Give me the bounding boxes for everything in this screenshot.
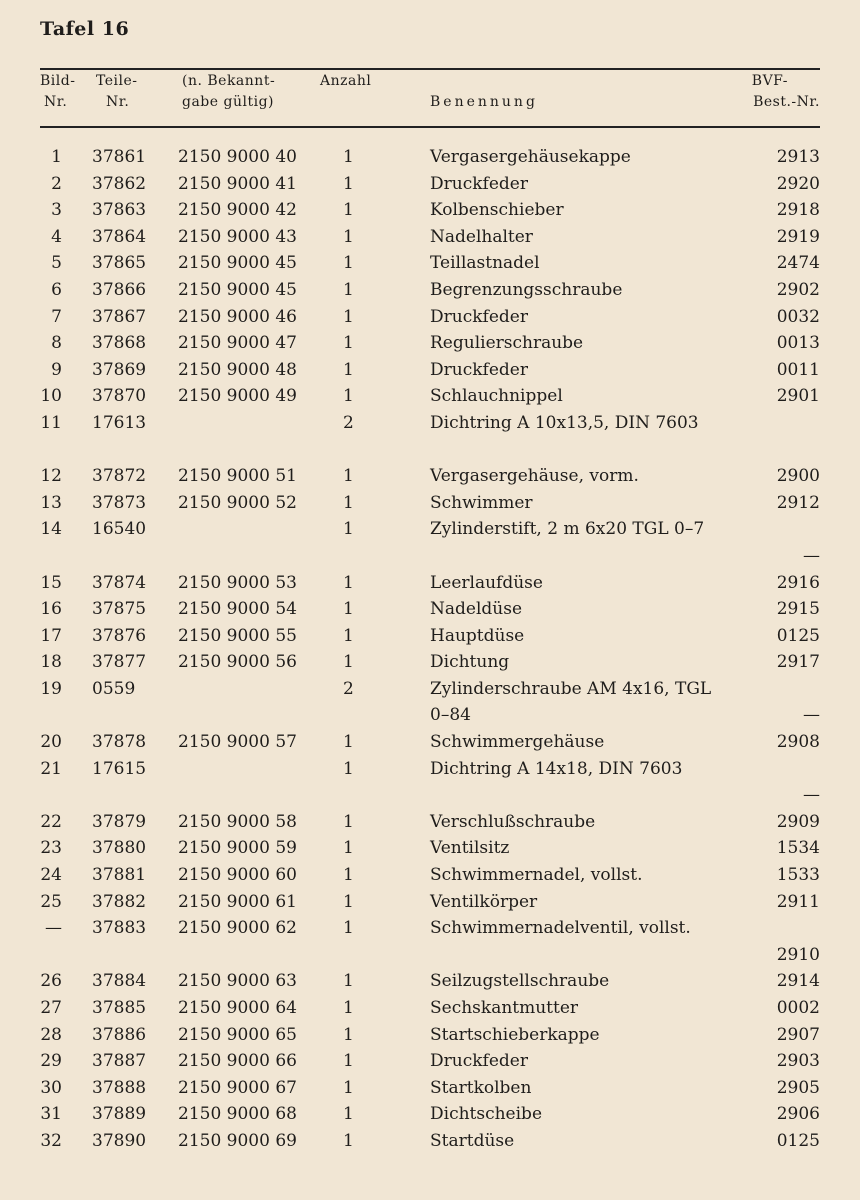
cell-bekanntgabe-nr: 2150 9000 42 <box>178 200 297 221</box>
cell-anzahl: 1 <box>343 865 354 886</box>
cell-teile-nr: 37886 <box>92 1024 147 1045</box>
cell-anzahl: 1 <box>343 333 354 354</box>
cell-anzahl: 1 <box>343 519 354 540</box>
cell-anzahl: 1 <box>343 359 354 380</box>
cell-benennung: Dichtscheibe <box>430 1104 543 1125</box>
table-row <box>0 357 860 384</box>
cell-teile-nr: 17613 <box>92 412 147 433</box>
cell-bvf-best-nr: 2905 <box>776 1077 820 1098</box>
cell-benennung: Zylinderschraube AM 4x16, TGL 0–84 <box>430 678 712 726</box>
page-title: Tafel 16 <box>40 18 130 40</box>
cell-bvf-best-nr: 0125 <box>776 625 820 646</box>
table-row <box>0 676 860 729</box>
cell-teile-nr: 37869 <box>92 359 147 380</box>
cell-bvf-best-nr: 0125 <box>776 1130 820 1151</box>
cell-anzahl: 1 <box>343 971 354 992</box>
header-teile-nr: Teile- Nr. <box>96 73 138 110</box>
cell-anzahl: 1 <box>343 732 354 753</box>
cell-anzahl: 1 <box>343 998 354 1018</box>
cell-bekanntgabe-nr: 2150 9000 46 <box>178 306 297 327</box>
cell-benennung: Seilzugstellschraube <box>430 971 610 992</box>
cell-benennung: Kolbenschieber <box>430 200 564 221</box>
cell-benennung: Schwimmergehäuse <box>430 732 605 753</box>
cell-bild-nr: 16 <box>40 599 62 620</box>
cell-bild-nr: 31 <box>40 1104 62 1125</box>
cell-anzahl: 1 <box>343 918 354 939</box>
cell-benennung: Druckfeder <box>430 173 528 194</box>
cell-anzahl: 2 <box>343 412 354 433</box>
cell-bekanntgabe-nr: 2150 9000 66 <box>178 1051 297 1072</box>
table-row <box>0 889 860 916</box>
cell-benennung: Startdüse <box>430 1130 515 1151</box>
cell-benennung: Vergasergehäuse, vorm. <box>430 466 639 487</box>
table-row <box>0 1022 860 1049</box>
table-row <box>0 1048 860 1075</box>
cell-bild-nr: — <box>45 918 62 939</box>
cell-bekanntgabe-nr: 2150 9000 60 <box>178 865 297 886</box>
cell-teile-nr: 17615 <box>92 758 147 779</box>
table-row <box>0 649 860 676</box>
table-row <box>0 570 860 597</box>
cell-teile-nr: 37877 <box>92 652 147 673</box>
cell-bild-nr: 11 <box>40 412 62 433</box>
cell-bild-nr: 7 <box>51 306 62 327</box>
cell-teile-nr: 37883 <box>92 918 147 939</box>
cell-bvf-best-nr: 0032 <box>776 306 820 327</box>
cell-anzahl: 1 <box>343 279 354 300</box>
cell-bekanntgabe-nr: 2150 9000 64 <box>178 998 297 1018</box>
cell-bvf-best-nr: 2919 <box>776 226 820 247</box>
cell-bekanntgabe-nr: 2150 9000 56 <box>178 652 297 673</box>
cell-bvf-best-nr: 2912 <box>776 492 820 513</box>
cell-benennung: Begrenzungsschraube <box>430 279 623 300</box>
cell-anzahl: 1 <box>343 1051 354 1072</box>
parts-table-body <box>0 144 860 1155</box>
cell-benennung: Schwimmernadel, vollst. <box>430 865 643 886</box>
cell-bekanntgabe-nr: 2150 9000 52 <box>178 492 297 513</box>
cell-bild-nr: 13 <box>40 492 62 513</box>
cell-bvf-best-nr: 0013 <box>776 333 820 354</box>
cell-benennung: Sechskantmutter <box>430 998 579 1018</box>
cell-anzahl: 1 <box>343 1130 354 1151</box>
cell-benennung: Druckfeder <box>430 359 528 380</box>
cell-bekanntgabe-nr: 2150 9000 59 <box>178 838 297 859</box>
cell-bvf-best-nr: 2907 <box>776 1024 820 1045</box>
cell-bekanntgabe-nr: 2150 9000 55 <box>178 625 297 646</box>
cell-teile-nr: 37876 <box>92 625 147 646</box>
cell-bvf-best-nr: 1533 <box>776 865 820 886</box>
cell-teile-nr: 37868 <box>92 333 147 354</box>
cell-teile-nr: 37867 <box>92 306 147 327</box>
cell-bild-nr: 24 <box>40 865 62 886</box>
cell-bild-nr: 10 <box>40 386 62 407</box>
cell-teile-nr: 37874 <box>92 572 147 593</box>
cell-teile-nr: 0559 <box>92 678 136 699</box>
cell-teile-nr: 37872 <box>92 466 147 487</box>
cell-bekanntgabe-nr: 2150 9000 67 <box>178 1077 297 1098</box>
cell-benennung: Ventilsitz <box>430 838 510 859</box>
cell-bvf-best-nr: 0011 <box>776 359 820 380</box>
cell-bvf-best-nr: 1534 <box>776 838 820 859</box>
table-row <box>0 729 860 756</box>
cell-bild-nr: 19 <box>40 678 62 699</box>
table-row <box>0 968 860 995</box>
cell-bild-nr: 1 <box>51 147 62 167</box>
cell-bekanntgabe-nr: 2150 9000 63 <box>178 971 297 992</box>
cell-teile-nr: 37865 <box>92 253 147 274</box>
cell-bekanntgabe-nr: 2150 9000 48 <box>178 359 297 380</box>
cell-bvf-best-nr: 2918 <box>776 200 820 221</box>
cell-benennung: Schwimmernadelventil, vollst. <box>430 918 691 939</box>
cell-bekanntgabe-nr: 2150 9000 43 <box>178 226 297 247</box>
cell-anzahl: 1 <box>343 147 354 167</box>
header-anzahl: Anzahl <box>320 73 372 89</box>
cell-bvf-best-nr: — <box>803 545 820 566</box>
cell-teile-nr: 16540 <box>92 519 147 540</box>
cell-bekanntgabe-nr: 2150 9000 69 <box>178 1130 297 1151</box>
cell-bvf-best-nr: 2911 <box>776 891 820 912</box>
table-row <box>0 1075 860 1102</box>
cell-bild-nr: 6 <box>51 279 62 300</box>
cell-bekanntgabe-nr: 2150 9000 53 <box>178 572 297 593</box>
table-row <box>0 756 860 809</box>
table-row <box>0 277 860 304</box>
cell-teile-nr: 37880 <box>92 838 147 859</box>
cell-bekanntgabe-nr: 2150 9000 54 <box>178 599 297 620</box>
cell-bild-nr: 27 <box>40 998 62 1018</box>
table-row <box>0 862 860 889</box>
table-row <box>0 171 860 198</box>
cell-anzahl: 1 <box>343 466 354 487</box>
cell-bild-nr: 5 <box>51 253 62 274</box>
table-row <box>0 1101 860 1128</box>
cell-bvf-best-nr: — <box>803 705 820 726</box>
cell-anzahl: 1 <box>343 386 354 407</box>
cell-anzahl: 1 <box>343 625 354 646</box>
cell-bvf-best-nr: 2915 <box>776 599 820 620</box>
cell-anzahl: 1 <box>343 1077 354 1098</box>
cell-bild-nr: 8 <box>51 333 62 354</box>
cell-bekanntgabe-nr: 2150 9000 41 <box>178 173 297 194</box>
cell-benennung: Dichtung <box>430 652 510 673</box>
cell-bekanntgabe-nr: 2150 9000 51 <box>178 466 297 487</box>
table-row <box>0 809 860 836</box>
cell-bild-nr: 17 <box>40 625 62 646</box>
cell-bild-nr: 25 <box>40 891 62 912</box>
header-bottom-rule <box>40 126 820 128</box>
cell-teile-nr: 37879 <box>92 811 147 832</box>
cell-bild-nr: 18 <box>40 652 62 673</box>
cell-bild-nr: 20 <box>40 732 62 753</box>
cell-teile-nr: 37887 <box>92 1051 147 1072</box>
cell-anzahl: 1 <box>343 1104 354 1125</box>
cell-anzahl: 2 <box>343 678 354 699</box>
cell-teile-nr: 37890 <box>92 1130 147 1151</box>
table-row <box>0 144 860 171</box>
cell-benennung: Nadeldüse <box>430 599 523 620</box>
cell-teile-nr: 37866 <box>92 279 147 300</box>
cell-bild-nr: 3 <box>51 200 62 221</box>
cell-bekanntgabe-nr: 2150 9000 49 <box>178 386 297 407</box>
cell-teile-nr: 37889 <box>92 1104 147 1125</box>
cell-benennung: Dichtring A 14x18, DIN 7603 <box>430 758 683 779</box>
cell-anzahl: 1 <box>343 253 354 274</box>
cell-anzahl: 1 <box>343 226 354 247</box>
cell-bvf-best-nr: 2917 <box>776 652 820 673</box>
cell-teile-nr: 37882 <box>92 891 147 912</box>
table-row <box>0 490 860 517</box>
cell-bild-nr: 9 <box>51 359 62 380</box>
cell-benennung: Dichtring A 10x13,5, DIN 7603 <box>430 412 699 433</box>
cell-teile-nr: 37888 <box>92 1077 147 1098</box>
cell-bild-nr: 22 <box>40 811 62 832</box>
cell-bild-nr: 15 <box>40 572 62 593</box>
cell-bekanntgabe-nr: 2150 9000 57 <box>178 732 297 753</box>
table-row <box>0 995 860 1022</box>
cell-teile-nr: 37870 <box>92 386 147 407</box>
cell-benennung: Verschlußschraube <box>430 811 596 832</box>
cell-bekanntgabe-nr: 2150 9000 45 <box>178 253 297 274</box>
cell-bild-nr: 23 <box>40 838 62 859</box>
table-row <box>0 330 860 357</box>
cell-anzahl: 1 <box>343 838 354 859</box>
cell-benennung: Druckfeder <box>430 306 528 327</box>
cell-teile-nr: 37862 <box>92 173 147 194</box>
cell-anzahl: 1 <box>343 572 354 593</box>
cell-bekanntgabe-nr: 2150 9000 47 <box>178 333 297 354</box>
cell-bild-nr: 14 <box>40 519 62 540</box>
cell-benennung: Leerlaufdüse <box>430 572 543 593</box>
table-row <box>0 623 860 650</box>
table-row <box>0 463 860 490</box>
cell-bekanntgabe-nr: 2150 9000 58 <box>178 811 297 832</box>
table-row <box>0 250 860 277</box>
table-row <box>0 383 860 410</box>
cell-bvf-best-nr: 2916 <box>776 572 820 593</box>
cell-bvf-best-nr: 2902 <box>776 279 820 300</box>
cell-bvf-best-nr: 0002 <box>776 998 820 1018</box>
cell-bvf-best-nr: 2900 <box>776 466 820 487</box>
cell-bild-nr: 30 <box>40 1077 62 1098</box>
cell-benennung: Schlauchnippel <box>430 386 563 407</box>
cell-bvf-best-nr: 2901 <box>776 386 820 407</box>
cell-anzahl: 1 <box>343 758 354 779</box>
cell-bekanntgabe-nr: 2150 9000 65 <box>178 1024 297 1045</box>
cell-bekanntgabe-nr: 2150 9000 45 <box>178 279 297 300</box>
cell-bvf-best-nr: 2906 <box>776 1104 820 1125</box>
cell-anzahl: 1 <box>343 599 354 620</box>
cell-benennung: Startkolben <box>430 1077 532 1098</box>
cell-benennung: Zylinderstift, 2 m 6x20 TGL 0–7 <box>430 519 705 540</box>
table-row <box>0 516 860 569</box>
cell-benennung: Nadelhalter <box>430 226 533 247</box>
cell-benennung: Startschieberkappe <box>430 1024 600 1045</box>
cell-bild-nr: 2 <box>51 173 62 194</box>
table-row <box>0 596 860 623</box>
cell-anzahl: 1 <box>343 1024 354 1045</box>
cell-benennung: Teillastnadel <box>430 253 540 274</box>
cell-bild-nr: 21 <box>40 758 62 779</box>
cell-teile-nr: 37864 <box>92 226 147 247</box>
cell-bekanntgabe-nr: 2150 9000 61 <box>178 891 297 912</box>
cell-bvf-best-nr: 2913 <box>776 147 820 167</box>
table-row <box>0 197 860 224</box>
table-row <box>0 1128 860 1155</box>
cell-bild-nr: 12 <box>40 466 62 487</box>
cell-bild-nr: 32 <box>40 1130 62 1151</box>
cell-benennung: Vergasergehäusekappe <box>430 147 631 167</box>
cell-bvf-best-nr: 2909 <box>776 811 820 832</box>
cell-anzahl: 1 <box>343 173 354 194</box>
header-benennung: Benennung <box>430 94 538 110</box>
cell-anzahl: 1 <box>343 200 354 221</box>
cell-bvf-best-nr: — <box>803 785 820 806</box>
cell-benennung: Hauptdüse <box>430 625 525 646</box>
cell-bild-nr: 26 <box>40 971 62 992</box>
cell-benennung: Schwimmer <box>430 492 533 513</box>
header-bvf-best-nr: BVF- Best.-Nr. <box>751 73 820 110</box>
cell-anzahl: 1 <box>343 306 354 327</box>
header-top-rule <box>40 68 820 70</box>
cell-anzahl: 1 <box>343 492 354 513</box>
table-row <box>0 915 860 968</box>
cell-bvf-best-nr: 2914 <box>776 971 820 992</box>
cell-benennung: Regulierschraube <box>430 333 584 354</box>
cell-bekanntgabe-nr: 2150 9000 68 <box>178 1104 297 1125</box>
cell-bild-nr: 4 <box>51 226 62 247</box>
cell-bvf-best-nr: 2903 <box>776 1051 820 1072</box>
cell-bvf-best-nr: 2908 <box>776 732 820 753</box>
table-row <box>0 835 860 862</box>
cell-bekanntgabe-nr: 2150 9000 62 <box>178 918 297 939</box>
cell-benennung: Druckfeder <box>430 1051 528 1072</box>
cell-teile-nr: 37873 <box>92 492 147 513</box>
header-bekanntgabe: (n. Bekannt- gabe gültig) <box>182 73 276 110</box>
table-row <box>0 224 860 251</box>
table-row <box>0 410 860 463</box>
cell-anzahl: 1 <box>343 811 354 832</box>
cell-teile-nr: 37881 <box>92 865 147 886</box>
cell-bvf-best-nr: 2910 <box>776 944 820 965</box>
cell-teile-nr: 37861 <box>92 147 147 167</box>
cell-anzahl: 1 <box>343 652 354 673</box>
cell-teile-nr: 37875 <box>92 599 147 620</box>
cell-bvf-best-nr: 2920 <box>776 173 820 194</box>
cell-bekanntgabe-nr: 2150 9000 40 <box>178 147 297 167</box>
table-row <box>0 304 860 331</box>
cell-benennung: Ventilkörper <box>430 891 538 912</box>
cell-teile-nr: 37878 <box>92 732 147 753</box>
header-bild-nr: Bild- Nr. <box>40 73 76 110</box>
cell-teile-nr: 37885 <box>92 998 147 1018</box>
cell-bild-nr: 29 <box>40 1051 62 1072</box>
cell-anzahl: 1 <box>343 891 354 912</box>
cell-bvf-best-nr: 2474 <box>776 253 820 274</box>
cell-teile-nr: 37884 <box>92 971 147 992</box>
cell-teile-nr: 37863 <box>92 200 147 221</box>
cell-bild-nr: 28 <box>40 1024 62 1045</box>
